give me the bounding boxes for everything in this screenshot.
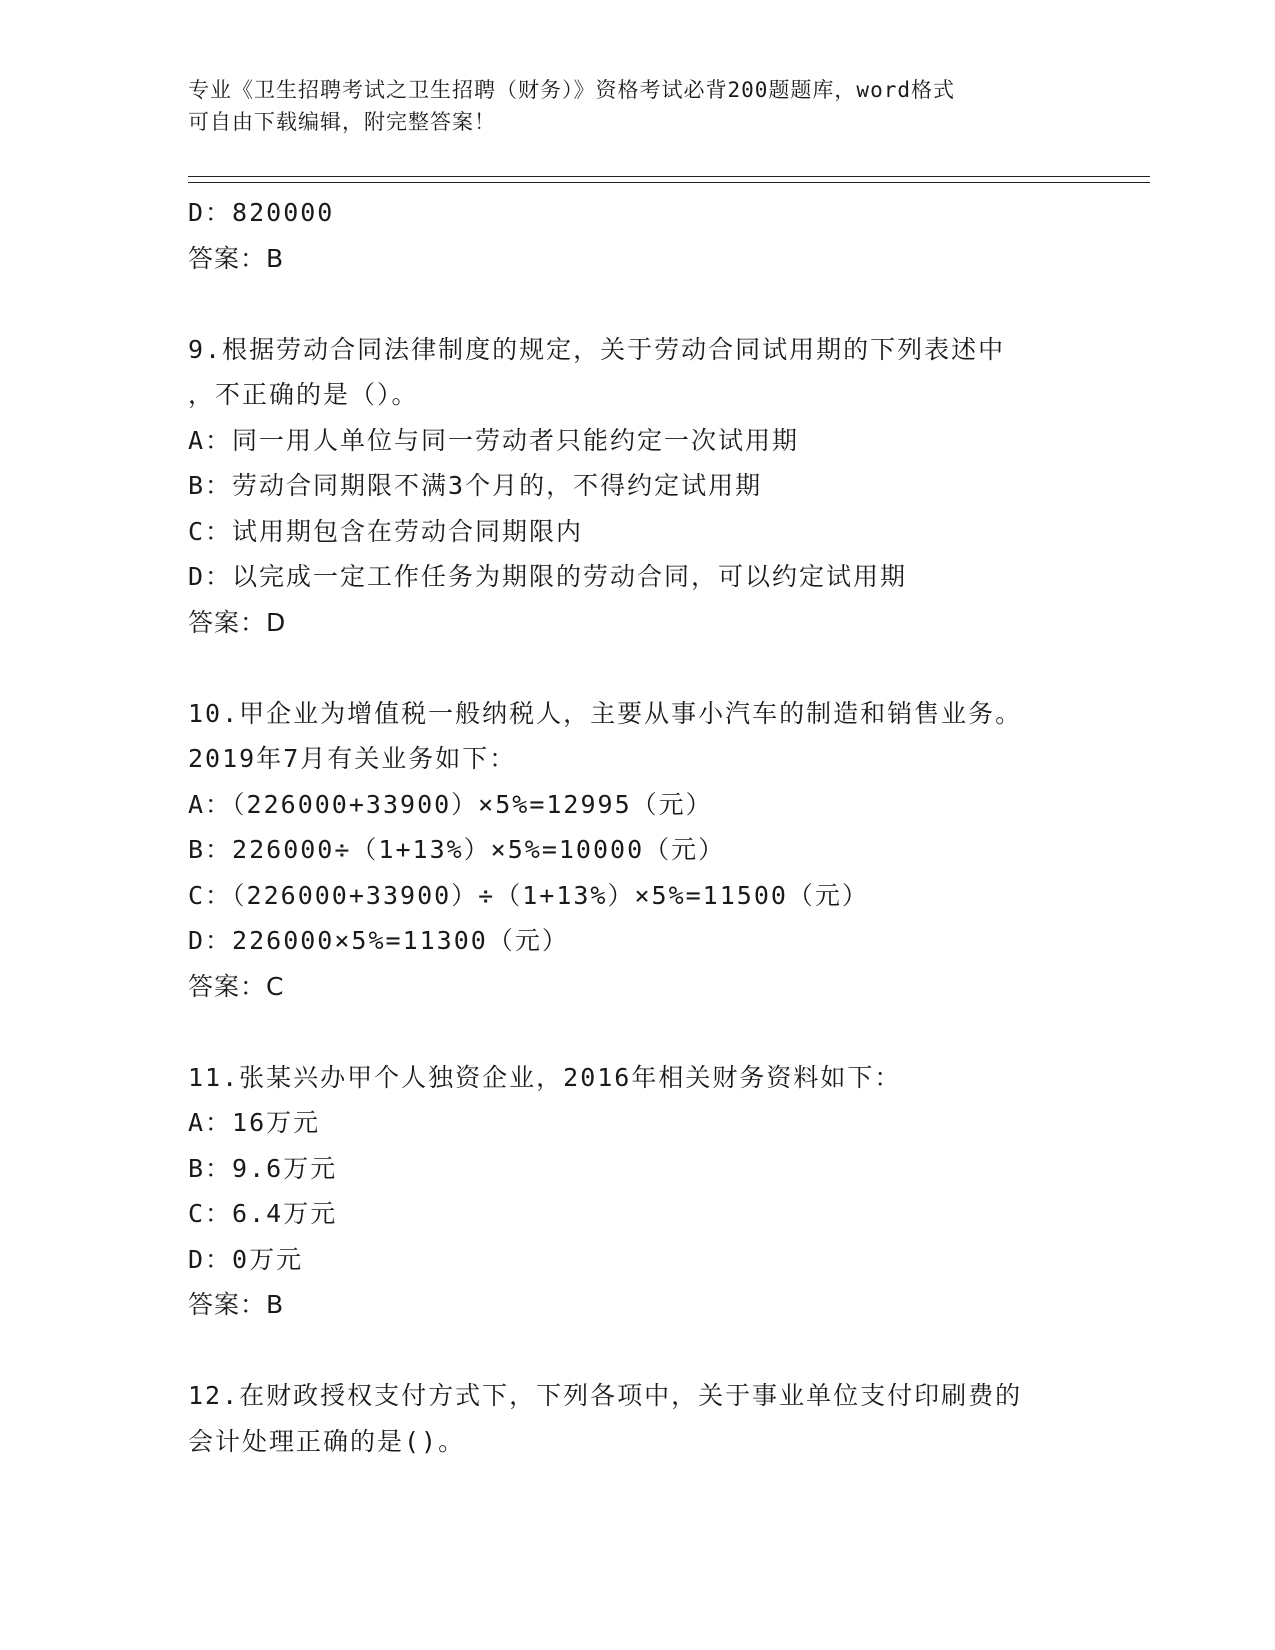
option-c: C：试用期包含在劳动合同期限内 xyxy=(188,516,584,546)
answer-line: 答案：D xyxy=(188,607,287,637)
spacer xyxy=(188,281,1148,327)
question-stem-continued: 2019年7月有关业务如下： xyxy=(188,744,517,773)
question-10 xyxy=(188,691,1148,1010)
question-list xyxy=(188,190,1148,1464)
option-c: C：6.4万元 xyxy=(188,1199,338,1228)
option-d: D：0万元 xyxy=(188,1244,304,1274)
spacer xyxy=(188,645,1148,691)
document-header xyxy=(188,74,1088,138)
spacer xyxy=(188,1328,1148,1374)
question-stem-continued: 会计处理正确的是()。 xyxy=(188,1426,466,1456)
answer-line: 答案：C xyxy=(188,971,285,1001)
option-b: B：226000÷（1+13%）×5%=10000（元） xyxy=(188,835,726,864)
option-a: A：（226000+33900）×5%=12995（元） xyxy=(188,789,713,819)
spacer xyxy=(188,1009,1148,1055)
question-stem: 11.张某兴办甲个人独资企业，2016年相关财务资料如下： xyxy=(188,1062,902,1092)
option-b: B：劳动合同期限不满3个月的，不得约定试用期 xyxy=(188,471,763,500)
option-d: D：226000×5%=11300（元） xyxy=(188,926,569,955)
option-c: C：（226000+33900）÷（1+13%）×5%=11500（元） xyxy=(188,880,869,910)
header-divider-top xyxy=(188,176,1150,177)
option-a: A：同一用人单位与同一劳动者只能约定一次试用期 xyxy=(188,425,800,455)
option-b: B：9.6万元 xyxy=(188,1153,338,1183)
answer-line: 答案：B xyxy=(188,243,285,273)
question-11 xyxy=(188,1055,1148,1328)
option-a: A：16万元 xyxy=(188,1108,321,1137)
question-12 xyxy=(188,1373,1148,1464)
option-d: D：以完成一定工作任务为期限的劳动合同，可以约定试用期 xyxy=(188,562,908,591)
question-stem: 12.在财政授权支付方式下，下列各项中，关于事业单位支付印刷费的 xyxy=(188,1381,1023,1410)
question-stem-continued: ，不正确的是（）。 xyxy=(188,380,419,409)
option-d: D：820000 xyxy=(188,198,335,227)
question-9 xyxy=(188,327,1148,646)
question-stem: 9.根据劳动合同法律制度的规定，关于劳动合同试用期的下列表述中 xyxy=(188,334,1006,364)
question-stem: 10.甲企业为增值税一般纳税人，主要从事小汽车的制造和销售业务。 xyxy=(188,698,1023,728)
header-divider-bottom xyxy=(188,182,1150,183)
header-line-1: 专业《卫生招聘考试之卫生招聘（财务）》资格考试必背200题题库，word格式 xyxy=(188,78,955,102)
header-line-2: 可自由下载编辑，附完整答案！ xyxy=(188,110,496,134)
question-8-tail xyxy=(188,190,1148,281)
answer-line: 答案：B xyxy=(188,1290,285,1319)
